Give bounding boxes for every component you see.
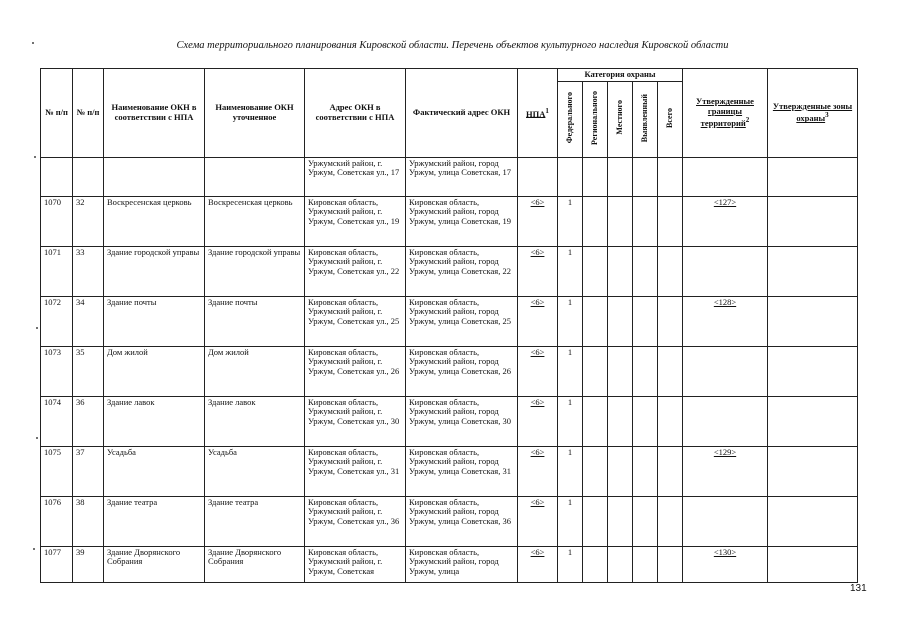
cell-npa-link: <6> [530,196,545,207]
cell-actual-address: Кировская область, Уржумский район, город Уржум, улица Советская, 19 [406,196,518,246]
cell-address: Кировская область, Уржумский район, г. Уржум, Советская ул., 19 [305,196,406,246]
cell-cat-total [658,296,683,346]
cell-address: Кировская область, Уржумский район, г. Уржум, Советская ул., 26 [305,346,406,396]
cell-cat-local [608,546,633,582]
header-borders [683,69,768,158]
cell-actual-address: Кировская область, Уржумский район, город Уржум, улица [406,546,518,582]
cell-sub-number: 36 [73,396,104,446]
heritage-table [40,68,858,583]
cell-cat-federal: 1 [558,396,583,446]
cell-cat-local [608,496,633,546]
cell-name-refined: Здание театра [205,496,305,546]
header-zones-sup: 3 [825,111,829,120]
cell-zones [768,296,858,346]
cell-cat-federal: 1 [558,196,583,246]
cell-npa-link: <6> [530,446,545,457]
cell-borders-link: <128> [713,296,737,307]
cell-borders [683,546,768,582]
cell-npa [518,246,558,296]
cell-sub-number: 35 [73,346,104,396]
cell-cat-local [608,196,633,246]
cell-number: 1076 [41,496,73,546]
header-actual-address: Фактический адрес ОКН [406,69,518,158]
cell-borders [683,346,768,396]
cell-address: Кировская область, Уржумский район, г. Уржум, Советская ул., 30 [305,396,406,446]
cell-empty [104,157,205,196]
header-category: Категория охраны [558,69,683,82]
scan-speck [36,437,38,439]
cell-npa-link: <6> [530,496,545,507]
cell-number: 1075 [41,446,73,496]
cell-name: Здание городской управы [104,246,205,296]
cell-empty [608,157,633,196]
header-num2: № п/п [73,69,104,158]
cell-number: 1073 [41,346,73,396]
cell-borders [683,296,768,346]
cell-cat-identified [633,296,658,346]
header-cat-total-label: Всего [665,107,675,128]
cell-actual-address: Кировская область, Уржумский район, город Уржум, улица Советская, 31 [406,446,518,496]
header-cat-federal-label: Федерального [565,92,575,144]
cell-borders-link: <130> [713,546,737,557]
cell-number: 1072 [41,296,73,346]
cell-name-refined: Воскресенская церковь [205,196,305,246]
cell-empty [768,157,858,196]
cell-cat-regional [583,346,608,396]
cell-empty [683,157,768,196]
table-row [41,396,858,446]
header-name-refined: Наименование ОКН уточненное [205,69,305,158]
cell-address: Кировская область, Уржумский район, г. Уржум, Советская ул., 36 [305,496,406,546]
table-row-continuation [41,157,858,196]
header-cat-local [608,81,633,157]
cell-borders [683,196,768,246]
cell-zones [768,346,858,396]
cell-empty [73,157,104,196]
scan-speck [32,42,34,44]
cell-npa [518,546,558,582]
cell-name-refined: Здание городской управы [205,246,305,296]
cell-actual-address: Кировская область, Уржумский район, город Уржум, улица Советская, 22 [406,246,518,296]
cell-zones [768,546,858,582]
cell-empty [658,157,683,196]
table-row [41,346,858,396]
cell-npa-link: <6> [530,396,545,407]
cell-cat-total [658,496,683,546]
cell-borders-link: <129> [713,446,737,457]
cell-name-refined: Дом жилой [205,346,305,396]
header-npa-sup: 1 [545,106,549,115]
cell-cat-identified [633,346,658,396]
cell-npa [518,396,558,446]
cell-borders [683,496,768,546]
header-name: Наименование ОКН в соответствии с НПА [104,69,205,158]
cell-borders [683,396,768,446]
cell-cat-federal: 1 [558,246,583,296]
table-row [41,446,858,496]
table-row [41,246,858,296]
cell-cat-federal: 1 [558,546,583,582]
cell-name: Здание Дворянского Собрания [104,546,205,582]
header-cat-federal [558,81,583,157]
cell-cat-regional [583,246,608,296]
page-number: 131 [850,583,867,594]
cell-sub-number: 37 [73,446,104,496]
cell-actual-address: Уржумский район, город Уржум, улица Советская, 17 [406,157,518,196]
header-borders-sup: 2 [745,116,750,125]
cell-name: Воскресенская церковь [104,196,205,246]
cell-actual-address: Кировская область, Уржумский район, город Уржум, улица Советская, 30 [406,396,518,446]
table-header [41,69,858,158]
cell-empty [558,157,583,196]
cell-cat-local [608,446,633,496]
cell-npa-link: <6> [530,246,545,257]
cell-cat-regional [583,296,608,346]
cell-cat-total [658,546,683,582]
cell-cat-total [658,246,683,296]
header-cat-regional-label: Регионального [590,90,600,145]
table-row [41,296,858,346]
cell-cat-regional [583,446,608,496]
header-cat-total [658,81,683,157]
cell-empty [205,157,305,196]
header-cat-identified-label: Выявленный [640,93,650,142]
cell-npa [518,296,558,346]
cell-cat-federal: 1 [558,496,583,546]
cell-cat-local [608,346,633,396]
cell-zones [768,396,858,446]
cell-sub-number: 38 [73,496,104,546]
cell-name-refined: Усадьба [205,446,305,496]
cell-empty [41,157,73,196]
cell-cat-regional [583,546,608,582]
cell-cat-federal: 1 [558,346,583,396]
cell-address: Уржумский район, г. Уржум, Советская ул., 17 [305,157,406,196]
cell-cat-total [658,396,683,446]
cell-sub-number: 39 [73,546,104,582]
cell-sub-number: 34 [73,296,104,346]
cell-zones [768,496,858,546]
cell-cat-identified [633,446,658,496]
cell-actual-address: Кировская область, Уржумский район, город Уржум, улица Советская, 36 [406,496,518,546]
cell-actual-address: Кировская область, Уржумский район, город Уржум, улица Советская, 25 [406,296,518,346]
cell-address: Кировская область, Уржумский район, г. Уржум, Советская ул., 25 [305,296,406,346]
cell-npa-link: <6> [530,546,545,557]
header-borders-label: Утвержденные границы территорий [696,96,754,128]
cell-name: Усадьба [104,446,205,496]
cell-number: 1074 [41,396,73,446]
cell-borders [683,446,768,496]
header-cat-local-label: Местного [615,100,625,136]
cell-sub-number: 33 [73,246,104,296]
header-npa-label: НПА [526,108,546,119]
header-cat-regional [583,81,608,157]
cell-empty [583,157,608,196]
cell-borders [683,246,768,296]
table-row [41,546,858,582]
scan-speck [33,548,35,550]
cell-sub-number: 32 [73,196,104,246]
cell-number: 1070 [41,196,73,246]
cell-cat-identified [633,546,658,582]
header-zones-label: Утвержденные зоны охраны [772,100,853,124]
header-address: Адрес ОКН в соответствии с НПА [305,69,406,158]
cell-borders-link: <127> [713,196,737,207]
header-num1: № п/п [41,69,73,158]
cell-cat-regional [583,496,608,546]
document-title: Схема территориального планирования Кировской области. Перечень объектов культурного наследия Кировской области [176,40,729,51]
cell-cat-local [608,396,633,446]
cell-npa [518,196,558,246]
cell-npa-link: <6> [530,296,545,307]
cell-cat-federal: 1 [558,296,583,346]
cell-cat-identified [633,196,658,246]
table-body [41,157,858,582]
cell-name-refined: Здание лавок [205,396,305,446]
cell-cat-total [658,346,683,396]
table-row [41,196,858,246]
cell-npa [518,346,558,396]
cell-zones [768,196,858,246]
cell-empty [518,157,558,196]
cell-name: Здание лавок [104,396,205,446]
header-cat-identified [633,81,658,157]
cell-npa [518,496,558,546]
cell-actual-address: Кировская область, Уржумский район, город Уржум, улица Советская, 26 [406,346,518,396]
cell-name-refined: Здание Дворянского Собрания [205,546,305,582]
cell-name: Здание почты [104,296,205,346]
cell-cat-identified [633,396,658,446]
header-npa [518,69,558,158]
cell-number: 1071 [41,246,73,296]
cell-name: Здание театра [104,496,205,546]
cell-cat-total [658,446,683,496]
cell-name-refined: Здание почты [205,296,305,346]
cell-zones [768,446,858,496]
table-row [41,496,858,546]
cell-cat-regional [583,196,608,246]
cell-number: 1077 [41,546,73,582]
cell-cat-identified [633,496,658,546]
cell-address: Кировская область, Уржумский район, г. Уржум, Советская ул., 31 [305,446,406,496]
cell-cat-federal: 1 [558,446,583,496]
cell-cat-identified [633,246,658,296]
cell-npa [518,446,558,496]
cell-empty [633,157,658,196]
cell-npa-link: <6> [530,346,545,357]
cell-cat-regional [583,396,608,446]
cell-address: Кировская область, Уржумский район, г. Уржум, Советская ул., 22 [305,246,406,296]
scan-speck [34,156,36,158]
header-zones [768,69,858,158]
cell-name: Дом жилой [104,346,205,396]
scan-speck [36,327,38,329]
cell-zones [768,246,858,296]
cell-address: Кировская область, Уржумский район, г. Уржум, Советская [305,546,406,582]
cell-cat-local [608,246,633,296]
cell-cat-local [608,296,633,346]
cell-cat-total [658,196,683,246]
